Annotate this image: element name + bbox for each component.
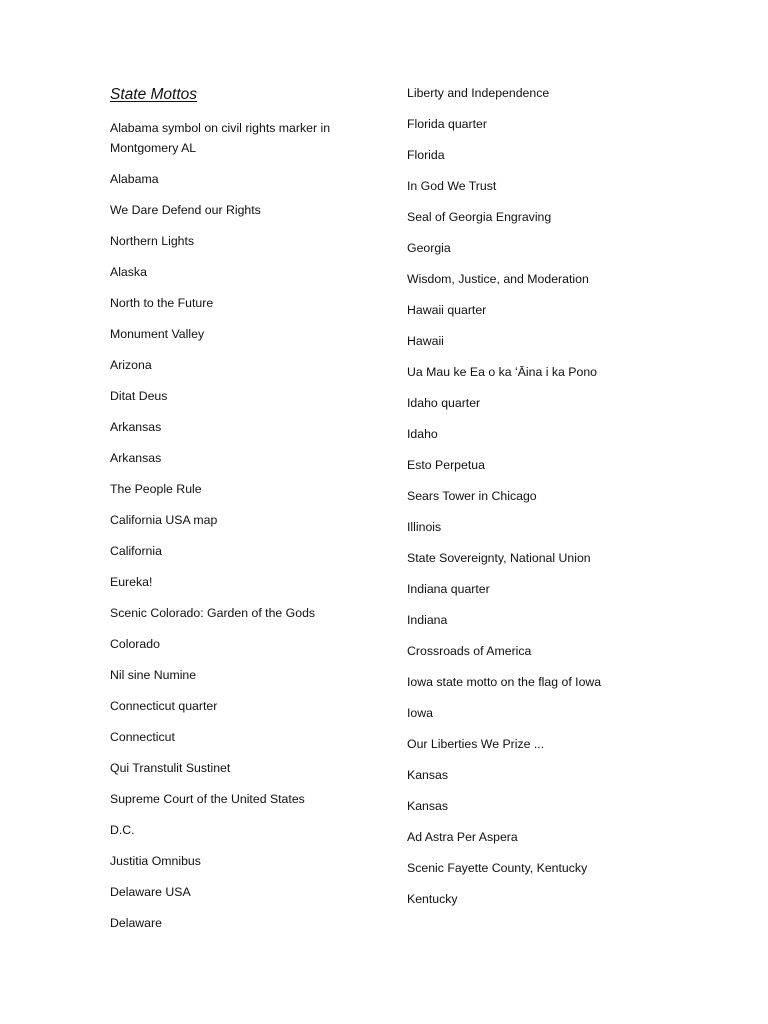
list-item: In God We Trust bbox=[407, 179, 497, 193]
list-item: We Dare Defend our Rights bbox=[110, 203, 261, 217]
list-item: Georgia bbox=[407, 241, 451, 255]
list-item: Arkansas bbox=[110, 420, 162, 434]
list-item: Idaho bbox=[407, 427, 438, 441]
page-title: State Mottos bbox=[110, 86, 198, 103]
list-item: Delaware USA bbox=[110, 885, 191, 899]
list-item: Wisdom, Justice, and Moderation bbox=[407, 272, 589, 286]
list-item: Florida quarter bbox=[407, 117, 487, 131]
list-item: The People Rule bbox=[110, 482, 202, 496]
list-item: Scenic Fayette County, Kentucky bbox=[407, 861, 588, 875]
list-item: Crossroads of America bbox=[407, 644, 532, 658]
list-item: Ditat Deus bbox=[110, 389, 168, 403]
list-item: Indiana bbox=[407, 613, 448, 627]
list-item: Alabama symbol on civil rights marker in Montgomery AL bbox=[110, 121, 331, 155]
list-item: Kansas bbox=[407, 799, 449, 813]
list-item: State Sovereignty, National Union bbox=[407, 551, 591, 565]
list-item: Kentucky bbox=[407, 892, 458, 906]
list-item: Monument Valley bbox=[110, 327, 205, 341]
list-item: North to the Future bbox=[110, 296, 214, 310]
list-item: Illinois bbox=[407, 520, 442, 534]
list-item: Seal of Georgia Engraving bbox=[407, 210, 552, 224]
list-item: D.C. bbox=[110, 823, 135, 837]
list-item: Liberty and Independence bbox=[407, 86, 550, 100]
list-item: Justitia Omnibus bbox=[110, 854, 201, 868]
list-item: Connecticut quarter bbox=[110, 699, 218, 713]
list-item: Arizona bbox=[110, 358, 152, 372]
list-item: Idaho quarter bbox=[407, 396, 481, 410]
list-item: Supreme Court of the United States bbox=[110, 792, 305, 806]
list-item: Eureka! bbox=[110, 575, 153, 589]
list-item: Scenic Colorado: Garden of the Gods bbox=[110, 606, 316, 620]
list-item: Colorado bbox=[110, 637, 160, 651]
list-item: Connecticut bbox=[110, 730, 175, 744]
list-item: Indiana quarter bbox=[407, 582, 490, 596]
list-item: Hawaii bbox=[407, 334, 444, 348]
list-item: Sears Tower in Chicago bbox=[407, 489, 537, 503]
list-item: Qui Transtulit Sustinet bbox=[110, 761, 231, 775]
list-item: Northern Lights bbox=[110, 234, 195, 248]
list-item: Ad Astra Per Aspera bbox=[407, 830, 518, 844]
list-item: Iowa state motto on the flag of Iowa bbox=[407, 675, 602, 689]
list-item: Florida bbox=[407, 148, 445, 162]
list-item: Esto Perpetua bbox=[407, 458, 485, 472]
list-item: Our Liberties We Prize ... bbox=[407, 737, 545, 751]
list-item: Kansas bbox=[407, 768, 449, 782]
list-item: Ua Mau ke Ea o ka ʻĀina i ka Pono bbox=[407, 365, 598, 379]
list-item: Alabama bbox=[110, 172, 159, 186]
list-item: Nil sine Numine bbox=[110, 668, 197, 682]
list-item: Arkansas bbox=[110, 451, 162, 465]
list-item: Delaware bbox=[110, 916, 162, 930]
list-item: Hawaii quarter bbox=[407, 303, 487, 317]
list-item: Alaska bbox=[110, 265, 147, 279]
list-item: Iowa bbox=[407, 706, 433, 720]
list-item: California bbox=[110, 544, 162, 558]
list-item: California USA map bbox=[110, 513, 218, 527]
